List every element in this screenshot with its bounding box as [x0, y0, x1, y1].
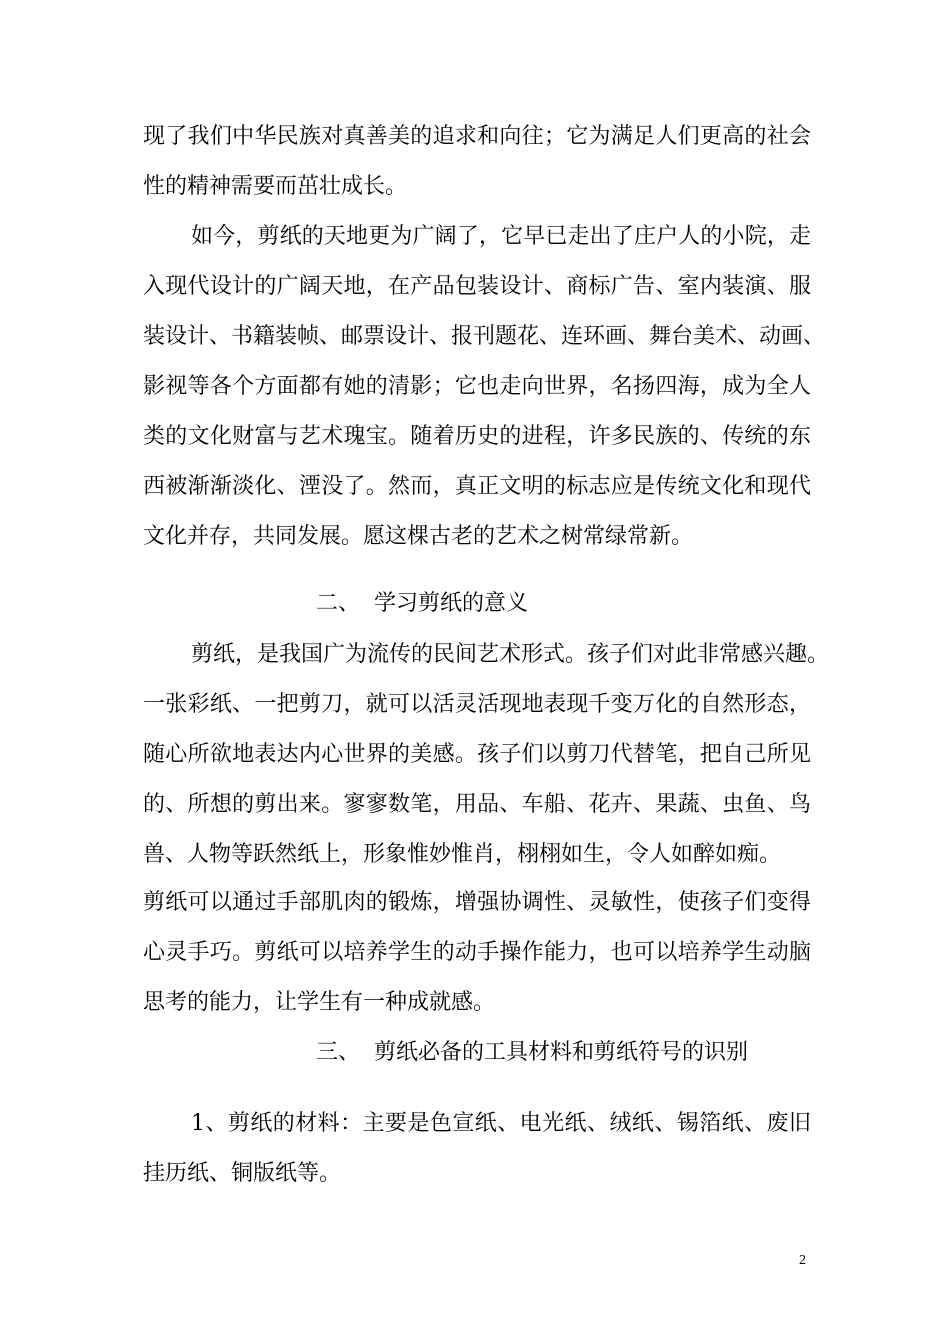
text-line: 西被渐渐淡化、湮没了。然而，真正文明的标志应是传统文化和现代 — [143, 474, 811, 499]
page-number: 2 — [799, 1253, 806, 1268]
section-heading — [316, 589, 528, 619]
text-line: 兽、人物等跃然纸上，形象惟妙惟肖，栩栩如生，令人如醉如痴。 — [143, 842, 782, 867]
text-line: 类的文化财富与艺术瑰宝。随着历史的进程，许多民族的、传统的东 — [143, 424, 811, 449]
text-line: 剪纸可以通过手部肌肉的锻炼，增强协调性、灵敏性，使孩子们变得 — [143, 890, 811, 915]
text-line: 入现代设计的广阔天地，在产品包装设计、商标广告、室内装演、服 — [143, 274, 811, 299]
section-title: 学习剪纸的意义 — [374, 591, 529, 616]
text-line: 性的精神需要而茁壮成长。 — [143, 174, 408, 199]
text-line: 如今，剪纸的天地更为广阔了，它早已走出了庄户人的小院，走 — [191, 224, 811, 249]
text-line: 一张彩纸、一把剪刀，就可以活灵活现地表现千变万化的自然形态， — [143, 692, 811, 717]
section-title: 剪纸必备的工具材料和剪纸符号的识别 — [374, 1040, 749, 1065]
section-number: 三、 — [316, 1040, 361, 1065]
text-line: 思考的能力，让学生有一种成就感。 — [143, 990, 496, 1015]
text-line: 的、所想的剪出来。寥寥数笔，用品、车船、花卉、果蔬、虫鱼、鸟 — [143, 792, 811, 817]
text-line: 文化并存，共同发展。愿这棵古老的艺术之树常绿常新。 — [143, 524, 694, 549]
text-line: 1、剪纸的材料：主要是色宣纸、电光纸、绒纸、锡箔纸、废旧 — [191, 1111, 811, 1136]
text-line: 现了我们中华民族对真善美的追求和向往；它为满足人们更高的社会 — [143, 124, 811, 149]
text-line: 剪纸，是我国广为流传的民间艺术形式。孩子们对此非常感兴趣。 — [191, 642, 830, 667]
text-line: 装设计、书籍装帧、邮票设计、报刊题花、连环画、舞台美术、动画、 — [143, 324, 826, 349]
text-line: 影视等各个方面都有她的清影；它也走向世界，名扬四海，成为全人 — [143, 374, 811, 399]
section-number: 二、 — [316, 591, 361, 616]
text-line: 心灵手巧。剪纸可以培养学生的动手操作能力，也可以培养学生动脑 — [143, 940, 811, 965]
text-line: 挂历纸、铜版纸等。 — [143, 1161, 342, 1186]
text-line: 随心所欲地表达内心世界的美感。孩子们以剪刀代替笔，把自己所见 — [143, 742, 811, 767]
section-heading — [316, 1038, 748, 1068]
